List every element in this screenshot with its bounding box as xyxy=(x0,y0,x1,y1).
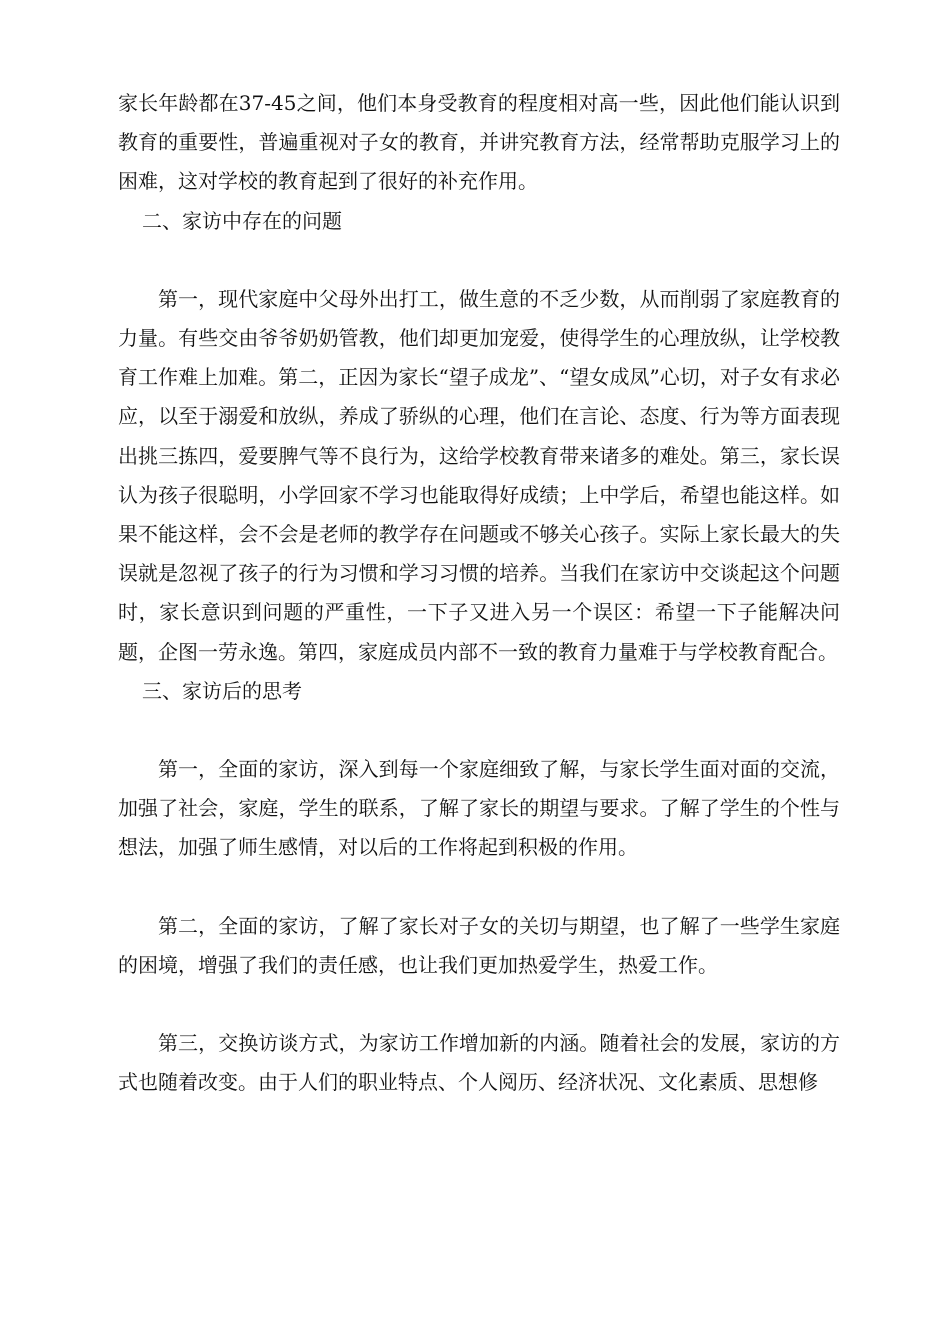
paragraph-reflection-3: 第三，交换访谈方式，为家访工作增加新的内涵。随着社会的发展，家访的方式也随着改变。由于人们的职业特点、个人阅历、经济状况、文化素质、思想修 xyxy=(118,1031,840,1095)
section-heading-problems: 二、家访中存在的问题 xyxy=(142,208,342,233)
paragraph-reflection-1: 第一，全面的家访，深入到每一个家庭细致了解，与家长学生面对面的交流，加强了社会，家庭，学生的联系，了解了家长的期望与要求。了解了学生的个性与想法，加强了师生感情，对以后的工作将起到积极的作用。 xyxy=(118,757,840,860)
section-heading-reflections: 三、家访后的思考 xyxy=(142,678,302,703)
paragraph-parents-education: 家长年龄都在37-45之间，他们本身受教育的程度相对高一些，因此他们能认识到教育的重要性，普遍重视对子女的教育，并讲究教育方法，经常帮助克服学习上的困难，这对学校的教育起到了很好的补充作用。 xyxy=(118,91,840,194)
document-page xyxy=(118,84,840,1102)
paragraph-problems: 第一，现代家庭中父母外出打工，做生意的不乏少数，从而削弱了家庭教育的力量。有些交由爷爷奶奶管教，他们却更加宠爱，使得学生的心理放纵，让学校教育工作难上加难。第二，正因为家长“望子成龙”、“望女成凤”心切，对子女有求必应，以至于溺爱和放纵，养成了骄纵的心理，他们在言论、态度、行为等方面表现出挑三拣四，爱要脾气等不良行为，这给学校教育带来诸多的难处。第三，家长误认为孩子很聪明，小学回家不学习也能取得好成绩；上中学后，希望也能这样。如果不能这样，会不会是老师的教学存在问题或不够关心孩子。实际上家长最大的失误就是忽视了孩子的行为习惯和学习习惯的培养。当我们在家访中交谈起这个问题时，家长意识到问题的严重性，一下子又进入另一个误区：希望一下子能解决问题，企图一劳永逸。第四，家庭成员内部不一致的教育力量难于与学校教育配合。 xyxy=(118,286,840,664)
paragraph-reflection-2: 第二，全面的家访，了解了家长对子女的关切与期望，也了解了一些学生家庭的困境，增强了我们的责任感，也让我们更加热爱学生，热爱工作。 xyxy=(118,913,840,977)
